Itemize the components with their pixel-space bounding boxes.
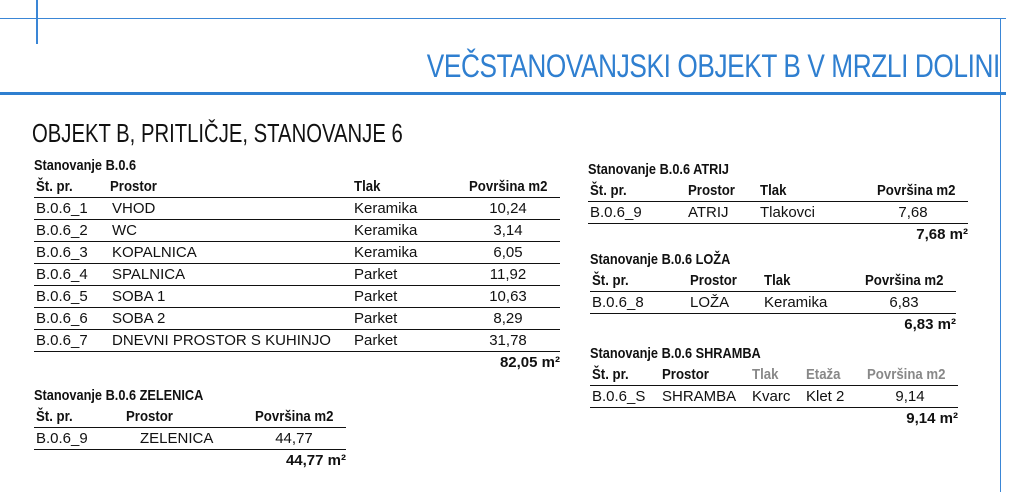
cell-floor: Parket xyxy=(352,330,456,352)
title-rule xyxy=(0,92,1006,95)
frame-line-right xyxy=(1000,18,1001,492)
cell-area: 6,05 xyxy=(456,242,560,264)
main-unit-title: Stanovanje B.0.6 xyxy=(34,157,137,174)
cell-area: 7,68 xyxy=(858,202,968,224)
zelenica-total: 44,77 m² xyxy=(285,452,346,469)
table-row xyxy=(34,264,560,286)
main-unit-total: 82,05 m² xyxy=(499,354,560,371)
column-header: Površina m2 xyxy=(242,406,346,428)
frame-line-top xyxy=(0,18,1006,19)
column-header: Tlak xyxy=(762,270,852,292)
cell-floor: Tlakovci xyxy=(758,202,858,224)
column-header: Št. pr. xyxy=(590,270,688,292)
column-header: Prostor xyxy=(124,406,242,428)
column-header: Površina m2 xyxy=(858,180,968,202)
cell-area: 44,77 xyxy=(242,428,346,450)
cell-room: ATRIJ xyxy=(686,202,758,224)
cell-floor: Kvarc xyxy=(750,386,804,408)
cell-area: 9,14 xyxy=(862,386,958,408)
column-header: Tlak xyxy=(750,364,804,386)
loza-title: Stanovanje B.0.6 LOŽA xyxy=(590,251,731,268)
table-row xyxy=(34,428,346,450)
column-header: Prostor xyxy=(688,270,762,292)
cell-area: 10,63 xyxy=(456,286,560,308)
shramba-total: 9,14 m² xyxy=(906,410,958,427)
cell-area: 8,29 xyxy=(456,308,560,330)
cell-level: Klet 2 xyxy=(804,386,862,408)
main-unit-table xyxy=(34,176,560,352)
cell-area: 6,83 xyxy=(852,292,956,314)
cell-area: 11,92 xyxy=(456,264,560,286)
shramba-block xyxy=(590,344,958,430)
cell-room: SHRAMBA xyxy=(660,386,750,408)
zelenica-block xyxy=(34,386,346,472)
cell-id: B.0.6_6 xyxy=(34,308,108,330)
cell-floor: Parket xyxy=(352,286,456,308)
frame-line-left xyxy=(36,0,38,44)
page-subtitle: OBJEKT B, PRITLIČJE, STANOVANJE 6 xyxy=(32,118,403,148)
table-row xyxy=(34,330,560,352)
column-header: Št. pr. xyxy=(590,364,660,386)
loza-table xyxy=(590,270,956,314)
cell-area: 31,78 xyxy=(456,330,560,352)
table-row xyxy=(34,308,560,330)
cell-room: SPALNICA xyxy=(108,264,352,286)
table-row xyxy=(34,286,560,308)
atrij-block xyxy=(588,160,968,246)
atrij-table xyxy=(588,180,968,224)
column-header: Prostor xyxy=(108,176,352,198)
table-row xyxy=(588,202,968,224)
table-row xyxy=(34,242,560,264)
cell-id: B.0.6_7 xyxy=(34,330,108,352)
cell-area: 3,14 xyxy=(456,220,560,242)
cell-id: B.0.6_2 xyxy=(34,220,108,242)
column-header: Št. pr. xyxy=(588,180,686,202)
cell-id: B.0.6_S xyxy=(590,386,660,408)
table-header-row xyxy=(590,270,956,292)
cell-room: ZELENICA xyxy=(124,428,242,450)
zelenica-table xyxy=(34,406,346,450)
shramba-table xyxy=(590,364,958,408)
cell-room: SOBA 2 xyxy=(108,308,352,330)
column-header: Tlak xyxy=(352,176,456,198)
cell-id: B.0.6_3 xyxy=(34,242,108,264)
column-header: Prostor xyxy=(686,180,758,202)
cell-room: WC xyxy=(108,220,352,242)
cell-floor: Keramika xyxy=(352,220,456,242)
shramba-title: Stanovanje B.0.6 SHRAMBA xyxy=(590,345,761,362)
cell-area: 10,24 xyxy=(456,198,560,220)
table-row xyxy=(590,292,956,314)
cell-id: B.0.6_5 xyxy=(34,286,108,308)
column-header: Št. pr. xyxy=(34,176,108,198)
page-title: VEČSTANOVANJSKI OBJEKT B V MRZLI DOLINI xyxy=(426,48,1000,84)
atrij-title: Stanovanje B.0.6 ATRIJ xyxy=(588,161,730,178)
cell-floor: Keramika xyxy=(762,292,852,314)
table-header-row xyxy=(34,176,560,198)
table-header-row xyxy=(34,406,346,428)
cell-floor: Parket xyxy=(352,308,456,330)
column-header: Površina m2 xyxy=(456,176,560,198)
table-row xyxy=(34,198,560,220)
cell-room: DNEVNI PROSTOR S KUHINJO xyxy=(108,330,352,352)
cell-id: B.0.6_1 xyxy=(34,198,108,220)
table-row xyxy=(590,386,958,408)
atrij-total: 7,68 m² xyxy=(916,226,968,243)
column-header: Etaža xyxy=(804,364,862,386)
cell-room: SOBA 1 xyxy=(108,286,352,308)
main-unit-block xyxy=(34,156,560,374)
column-header: Št. pr. xyxy=(34,406,124,428)
cell-id: B.0.6_4 xyxy=(34,264,108,286)
column-header: Prostor xyxy=(660,364,750,386)
loza-total: 6,83 m² xyxy=(904,316,956,333)
loza-block xyxy=(590,250,956,336)
table-row xyxy=(34,220,560,242)
column-header: Površina m2 xyxy=(862,364,958,386)
cell-floor: Keramika xyxy=(352,242,456,264)
cell-room: KOPALNICA xyxy=(108,242,352,264)
cell-id: B.0.6_9 xyxy=(588,202,686,224)
table-header-row xyxy=(590,364,958,386)
cell-room: VHOD xyxy=(108,198,352,220)
cell-id: B.0.6_8 xyxy=(590,292,688,314)
table-header-row xyxy=(588,180,968,202)
cell-floor: Keramika xyxy=(352,198,456,220)
cell-id: B.0.6_9 xyxy=(34,428,124,450)
cell-room: LOŽA xyxy=(688,292,762,314)
zelenica-title: Stanovanje B.0.6 ZELENICA xyxy=(34,387,204,404)
column-header: Tlak xyxy=(758,180,858,202)
column-header: Površina m2 xyxy=(852,270,956,292)
cell-floor: Parket xyxy=(352,264,456,286)
